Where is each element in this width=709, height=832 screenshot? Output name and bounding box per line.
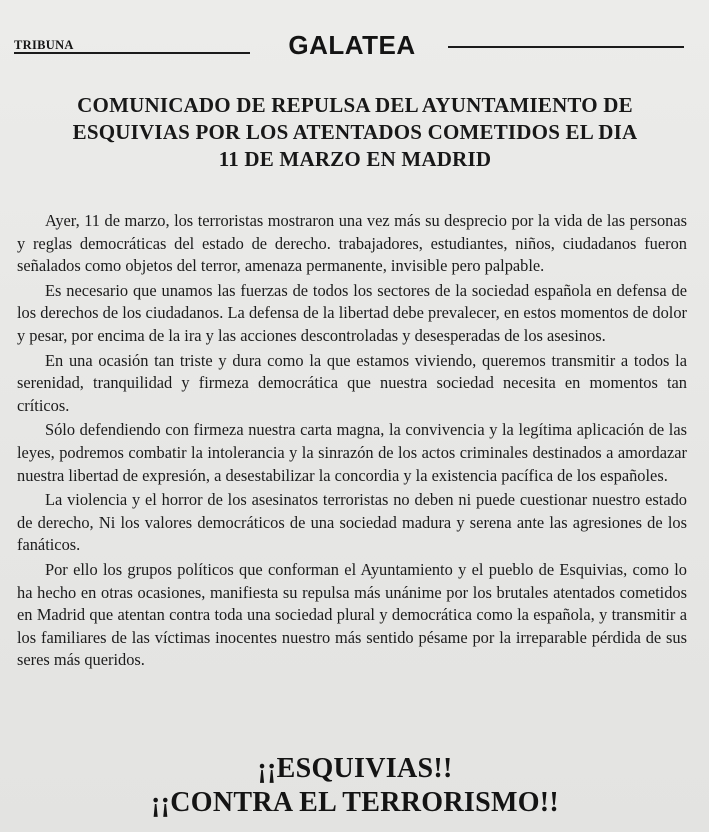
slogan-line-2: ¡¡CONTRA EL TERRORISMO!! bbox=[150, 787, 560, 818]
headline-line-1: COMUNICADO DE REPULSA DEL AYUNTAMIENTO DE bbox=[77, 93, 633, 117]
page-header bbox=[12, 30, 684, 70]
article-headline bbox=[30, 92, 680, 173]
paragraph-4: Sólo defendiendo con firmeza nuestra carta magna, la convivencia y la legítima aplicación de las leyes, podremos combatir la intolerancia y la sinrazón de los actos criminales destinados a amordazar nuestra libertad de expresión, a desestabilizar la concordia y la existencia pacífica de los españoles. bbox=[17, 420, 687, 485]
header-rule-left bbox=[14, 52, 250, 54]
header-rule-right bbox=[448, 46, 684, 48]
closing-slogan bbox=[30, 752, 680, 820]
paragraph-6: Por ello los grupos políticos que conforman el Ayuntamiento y el pueblo de Esquivias, como lo ha hecho en otras ocasiones, manifiesta su repulsa más unánime por los brutales atentados cometidos en Madrid que atentan contra toda una sociedad plural y democrática como la española, y transmitir a los familiares de las víctimas inocentes nuestro más sentido pésame por la irreparable pérdida de sus seres más queridos. bbox=[17, 559, 687, 670]
section-label: TRIBUNA bbox=[14, 38, 74, 52]
paragraph-1: Ayer, 11 de marzo, los terroristas mostraron una vez más su desprecio por la vida de las personas y reglas democráticas del estado de derecho. trabajadores, estudiantes, niños, ciudadanos fueron señalados como objetos del terror, amenaza permanente, invisible pero palpable. bbox=[17, 211, 687, 276]
masthead-title: GALATEA bbox=[288, 30, 416, 60]
article-body bbox=[17, 210, 687, 674]
headline-line-2: ESQUIVIAS POR LOS ATENTADOS COMETIDOS EL DIA bbox=[72, 120, 638, 144]
headline-line-3: 11 DE MARZO EN MADRID bbox=[218, 147, 492, 171]
paragraph-2: Es necesario que unamos las fuerzas de todos los sectores de la sociedad española en defensa de los derechos de los ciudadanos. La defensa de la libertad debe prevalecer, en estos momentos de dolor y pesar, por encima de la ira y las acciones descontroladas y desesperadas de los asesinos. bbox=[17, 280, 687, 345]
slogan-line-1: ¡¡ESQUIVIAS!! bbox=[257, 753, 453, 784]
paragraph-3: En una ocasión tan triste y dura como la que estamos viviendo, queremos transmitir a todos la serenidad, tranquilidad y firmeza democrática que nuestra sociedad necesita en momentos tan críticos. bbox=[17, 350, 687, 415]
paragraph-5: La violencia y el horror de los asesinatos terroristas no deben ni puede cuestionar nuestro estado de derecho, Ni los valores democráticos de una sociedad madura y serena ante las agresiones de los fanáticos. bbox=[17, 490, 687, 555]
